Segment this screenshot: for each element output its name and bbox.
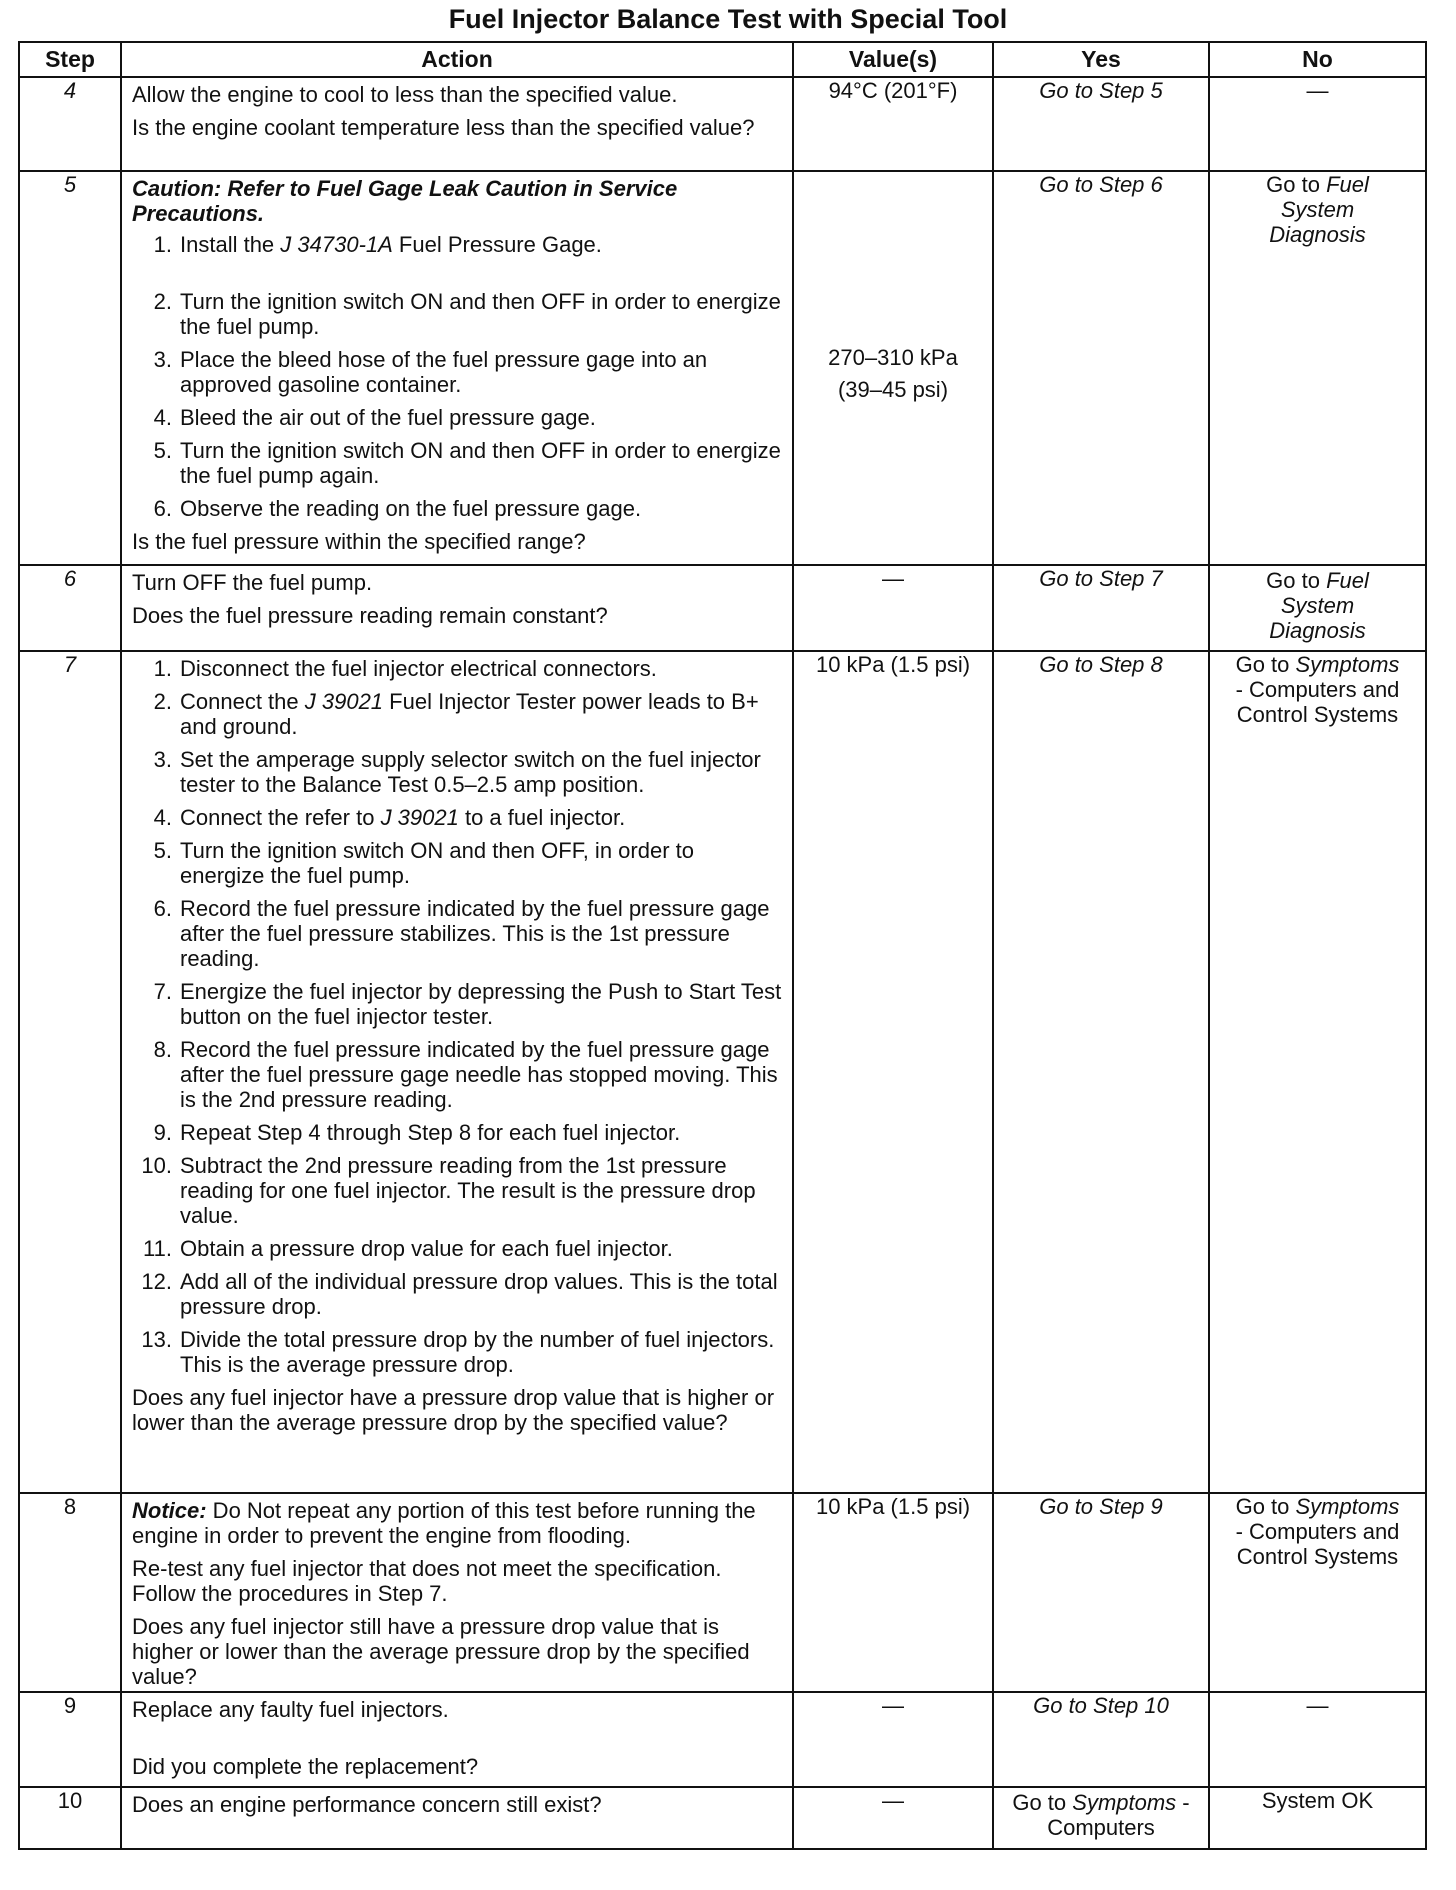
value-cell: — [793, 565, 993, 651]
action-cell [121, 171, 793, 565]
step-number: 8 [19, 1493, 121, 1692]
procedure-list [132, 232, 782, 521]
value-cell: 94°C (201°F) [793, 77, 993, 171]
value-cell: 10 kPa (1.5 psi) [793, 651, 993, 1493]
action-cell [121, 1692, 793, 1787]
action-cell [121, 651, 793, 1493]
step-number: 10 [19, 1787, 121, 1849]
tool-name: J 39021 [380, 805, 459, 830]
question-text: Does any fuel injector have a pressure drop value that is higher or lower than the average pressure drop by the specified value? [132, 1385, 775, 1435]
action-cell [121, 77, 793, 171]
list-item: 5. Turn the ignition switch ON and then OFF, in order to energize the fuel pump. [153, 838, 694, 888]
step-number: 5 [19, 171, 121, 565]
step-number: 9 [19, 1692, 121, 1787]
value-cell: — [793, 1787, 993, 1849]
header-action: Action [121, 42, 793, 77]
list-item: 3. Set the amperage supply selector switch on the fuel injector tester to the Balance Test 0.5–2.5 amp position. [153, 747, 761, 797]
step-number: 7 [19, 651, 121, 1493]
value-line: (39–45 psi) [837, 377, 949, 402]
yes-cell: Go to Step 5 [993, 77, 1209, 171]
list-item: 9. Repeat Step 4 through Step 8 for each fuel injector. [153, 1120, 681, 1145]
action-text: Re-test any fuel injector that does not meet the specification. Follow the procedures in Step 7. [132, 1556, 722, 1606]
header-row [19, 42, 1426, 77]
diagnostic-table [18, 41, 1427, 1850]
list-item: 8. Record the fuel pressure indicated by the fuel pressure gage after the fuel pressure gage needle has stopped moving. This is the 2nd pressure reading. [153, 1037, 778, 1112]
question-text: Did you complete the replacement? [132, 1754, 479, 1779]
table-row [19, 171, 1426, 565]
table-row [19, 565, 1426, 651]
table-row [19, 1692, 1426, 1787]
yes-cell: Go to Symptoms - Computers [993, 1787, 1209, 1849]
header-no: No [1209, 42, 1426, 77]
no-cell: Go to Symptoms - Computers and Control Systems [1209, 1493, 1426, 1692]
table-row [19, 1493, 1426, 1692]
no-cell: Go to Symptoms - Computers and Control Systems [1209, 651, 1426, 1493]
question-text: Does an engine performance concern still exist? [132, 1792, 602, 1817]
list-item: 12. Add all of the individual pressure drop values. This is the total pressure drop. [141, 1269, 778, 1319]
list-item: 1. Disconnect the fuel injector electrical connectors. [153, 656, 657, 681]
table-row [19, 1787, 1426, 1849]
step-number: 4 [19, 77, 121, 171]
list-item: 5. Turn the ignition switch ON and then OFF in order to energize the fuel pump again. [153, 438, 781, 488]
action-text: Allow the engine to cool to less than the specified value. [132, 82, 678, 107]
tool-name: J 39021 [304, 689, 384, 714]
table-row [19, 651, 1426, 1493]
yes-cell: Go to Step 8 [993, 651, 1209, 1493]
no-cell: Go to Fuel System Diagnosis [1209, 171, 1426, 565]
action-text: Replace any faulty fuel injectors. [132, 1697, 449, 1722]
value-cell: — [793, 1692, 993, 1787]
action-cell [121, 1493, 793, 1692]
question-text: Does the fuel pressure reading remain constant? [132, 603, 608, 628]
caution-text: Caution: Refer to Fuel Gage Leak Caution in Service Precautions. [132, 176, 678, 226]
no-cell: — [1209, 1692, 1426, 1787]
yes-cell: Go to Step 6 [993, 171, 1209, 565]
action-cell [121, 565, 793, 651]
list-item: 1. Install the J 34730-1A Fuel Pressure Gage. [153, 232, 602, 257]
table-row [19, 77, 1426, 171]
yes-cell: Go to Step 7 [993, 565, 1209, 651]
list-item: 4. Bleed the air out of the fuel pressure gage. [153, 405, 596, 430]
no-cell: — [1209, 77, 1426, 171]
yes-cell: Go to Step 10 [993, 1692, 1209, 1787]
header-yes: Yes [993, 42, 1209, 77]
no-cell: Go to Fuel System Diagnosis [1209, 565, 1426, 651]
list-item: 4. Connect the refer to J 39021 to a fuel injector. [153, 805, 626, 830]
tool-name: J 34730-1A [280, 232, 393, 257]
action-cell [121, 1787, 793, 1849]
header-step: Step [19, 42, 121, 77]
list-item: 7. Energize the fuel injector by depressing the Push to Start Test button on the fuel injector tester. [153, 979, 782, 1029]
no-cell: System OK [1209, 1787, 1426, 1849]
value-line: 270–310 kPa [828, 345, 958, 370]
question-text: Is the fuel pressure within the specified range? [132, 529, 586, 554]
list-item: 2. Connect the J 39021 Fuel Injector Tester power leads to B+ and ground. [153, 689, 759, 739]
notice-text: Notice: Do Not repeat any portion of this test before running the engine in order to prevent the engine from flooding. [132, 1498, 756, 1548]
procedure-list [132, 656, 782, 1377]
page-title: Fuel Injector Balance Test with Special Tool [448, 4, 1008, 34]
question-text: Does any fuel injector still have a pressure drop value that is higher or lower than the average pressure drop by the specified value? [132, 1614, 750, 1689]
step-number: 6 [19, 565, 121, 651]
value-cell: 10 kPa (1.5 psi) [793, 1493, 993, 1692]
list-item: 3. Place the bleed hose of the fuel pressure gage into an approved gasoline container. [153, 347, 708, 397]
action-text: Turn OFF the fuel pump. [132, 570, 373, 595]
list-item: 2. Turn the ignition switch ON and then OFF in order to energize the fuel pump. [153, 289, 781, 339]
list-item: 6. Observe the reading on the fuel pressure gage. [153, 496, 642, 521]
header-values: Value(s) [793, 42, 993, 77]
spacer [132, 265, 782, 281]
question-text: Is the engine coolant temperature less than the specified value? [132, 115, 755, 140]
yes-cell: Go to Step 9 [993, 1493, 1209, 1692]
list-item: 11. Obtain a pressure drop value for each fuel injector. [143, 1236, 673, 1261]
value-cell [793, 171, 993, 565]
list-item: 10. Subtract the 2nd pressure reading from the 1st pressure reading for one fuel injector. The result is the pressure drop value. [141, 1153, 756, 1228]
list-item: 6. Record the fuel pressure indicated by the fuel pressure gage after the fuel pressure stabilizes. This is the 1st pressure reading. [153, 896, 770, 971]
list-item: 13. Divide the total pressure drop by the number of fuel injectors. This is the average pressure drop. [141, 1327, 775, 1377]
